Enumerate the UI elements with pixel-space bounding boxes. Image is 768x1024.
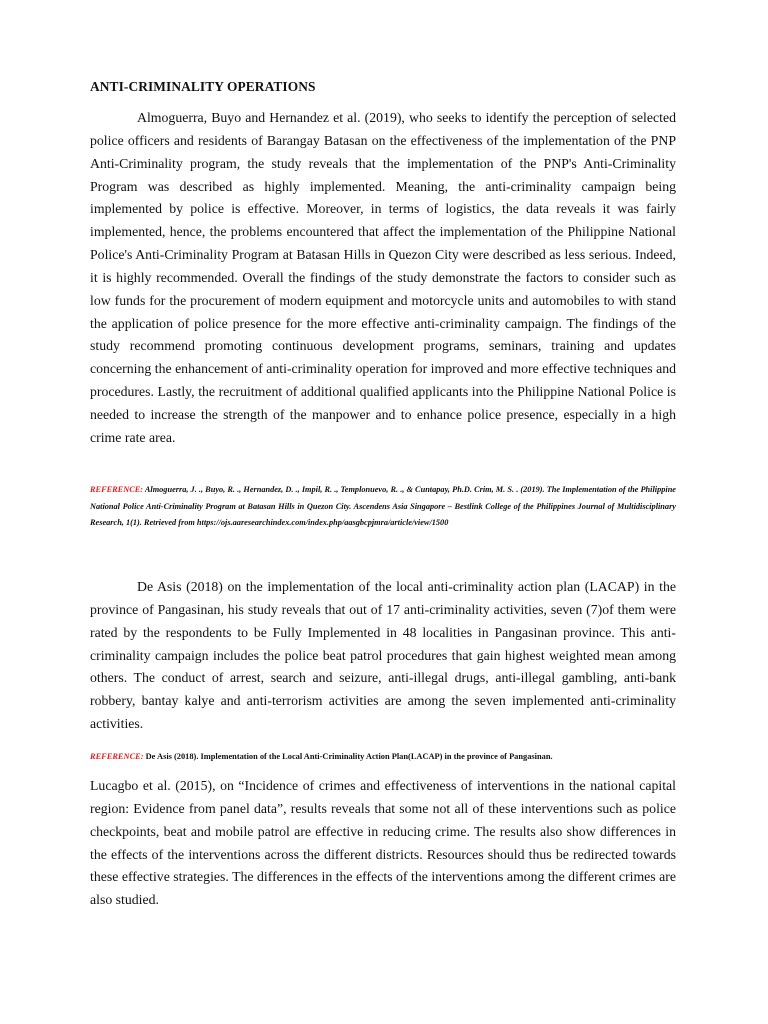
- reference-text: Almoguerra, J. ., Buyo, R. ., Hernandez, D. ., Impil, R. ., Templonuevo, R. ., & Cuntapay, Ph.D. Crim, M. S. . (2019). The Implementation of the Philippine National Police Anti-Criminality Program at Batasan Hills in Quezon City. Ascendens Asia Singapore – Bestlink College of the Philippines Journal of Multidisciplinary Research, 1(1). Retrieved from https://ojs.aaresearchindex.com/index.php/aasgbcpjmra/article/view/1500: [90, 485, 676, 527]
- paragraph-lucagbo: Lucagbo et al. (2015), on “Incidence of crimes and effectiveness of interventions in the national capital region: Evidence from panel data”, results reveals that some not all of these interventions such as police checkpoints, beat and mobile patrol are effective in reducing crime. The results also show differences in the effects of the interventions across the different districts. Resources should thus be redirected towards these effective strategies. The differences in the effects of the interventions among the different crimes are also studied.: [90, 778, 676, 908]
- reference-de-asis: [90, 749, 676, 766]
- reference-almoguerra: [90, 482, 676, 532]
- reference-label: REFERENCE:: [90, 752, 144, 761]
- paragraph-de-asis: De Asis (2018) on the implementation of the local anti-criminality action plan (LACAP) in the province of Pangasinan, his study reveals that out of 17 anti-criminality activities, seven (7)of them were rated by the respondents to be Fully Implemented in 48 localities in Pangasinan province. This anti-criminality campaign includes the police beat patrol procedures that gain highest weighted mean among others. The conduct of arrest, search and seizure, anti-illegal drugs, anti-illegal gambling, anti-bank robbery, bantay kalye and anti-terrorism activities are among the seven implemented anti-criminality activities.: [90, 579, 676, 732]
- section-title: ANTI-CRIMINALITY OPERATIONS: [90, 79, 316, 94]
- reference-label: REFERENCE:: [90, 485, 144, 494]
- reference-text: De Asis (2018). Implementation of the Local Anti-Criminality Action Plan(LACAP) in the province of Pangasinan.: [145, 752, 553, 761]
- paragraph-almoguerra: Almoguerra, Buyo and Hernandez et al. (2019), who seeks to identify the perception of selected police officers and residents of Barangay Batasan on the effectiveness of the implementation of the PNP Anti-Criminality program, the study reveals that the implementation of the PNP's Anti-Criminality Program was described as highly implemented. Meaning, the anti-criminality campaign being implemented by police is effective. Moreover, in terms of logistics, the data reveals it was fairly implemented, hence, the problems encountered that affect the implementation of the Philippine National Police's Anti-Criminality Program at Batasan Hills in Quezon City were described as less serious. Indeed, it is highly recommended. Overall the findings of the study demonstrate the factors to consider such as low funds for the procurement of modern equipment and motorcycle units and automobiles to with stand the application of police presence for the more effective anti-criminality campaign. The findings of the study recommend promoting continuous development programs, seminars, training and updates concerning the enhancement of anti-criminality operation for improved and more effective techniques and procedures. Lastly, the recruitment of additional qualified applicants into the Philippine National Police is needed to increase the strength of the manpower and to enhance police presence, especially in a high crime rate area.: [90, 110, 676, 445]
